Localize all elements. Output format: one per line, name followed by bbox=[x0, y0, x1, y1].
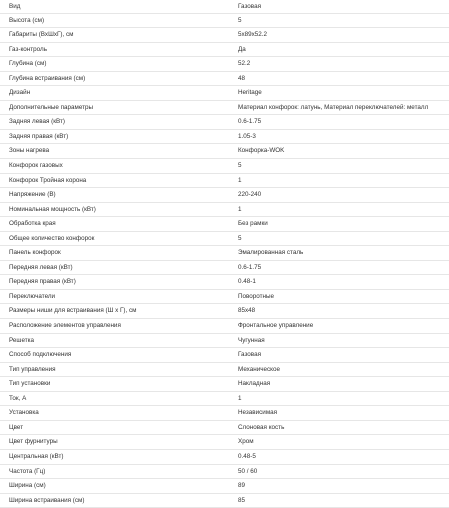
spec-value: 0.48-1 bbox=[238, 278, 256, 286]
spec-row bbox=[0, 72, 449, 87]
spec-value: Чугунная bbox=[238, 336, 265, 344]
spec-label: Номинальная мощность (кВт) bbox=[9, 205, 96, 213]
spec-row bbox=[0, 450, 449, 465]
spec-value: 89 bbox=[238, 482, 246, 490]
spec-label: Задняя левая (кВт) bbox=[9, 118, 65, 126]
spec-row bbox=[0, 203, 449, 218]
spec-row bbox=[0, 101, 449, 116]
spec-label: Цвет bbox=[9, 423, 24, 431]
spec-label: Габариты (ВхШхГ), см bbox=[9, 31, 74, 39]
spec-value: Без рамки bbox=[238, 220, 268, 228]
spec-value: Хром bbox=[238, 438, 254, 446]
spec-label: Размеры ниши для встраивания (Ш х Г), см bbox=[9, 307, 137, 315]
spec-row bbox=[0, 421, 449, 436]
spec-label: Панель конфорок bbox=[9, 249, 61, 257]
spec-row bbox=[0, 217, 449, 232]
spec-row bbox=[0, 57, 449, 72]
spec-label: Установка bbox=[9, 409, 39, 417]
spec-value: 5 bbox=[238, 162, 242, 170]
spec-value: Механическое bbox=[238, 365, 281, 373]
spec-row bbox=[0, 392, 449, 407]
spec-row bbox=[0, 304, 449, 319]
spec-label: Газ-контроль bbox=[9, 45, 47, 53]
spec-value: 1 bbox=[238, 205, 242, 213]
spec-row bbox=[0, 14, 449, 29]
spec-row bbox=[0, 494, 449, 508]
spec-row bbox=[0, 232, 449, 247]
spec-label: Задняя правая (кВт) bbox=[9, 132, 69, 140]
spec-label: Зоны нагрева bbox=[9, 147, 50, 155]
spec-label: Тип установки bbox=[9, 380, 51, 388]
spec-label: Ширина встраивания (см) bbox=[9, 496, 85, 504]
spec-value: 5x89x52.2 bbox=[238, 31, 268, 39]
spec-row bbox=[0, 377, 449, 392]
spec-value: Фронтальное управление bbox=[238, 322, 314, 330]
spec-label: Расположение элементов управления bbox=[9, 322, 121, 330]
spec-value: 5 bbox=[238, 16, 242, 24]
spec-row bbox=[0, 188, 449, 203]
spec-row bbox=[0, 435, 449, 450]
spec-value: Конфорка-WOK bbox=[238, 147, 285, 155]
spec-row bbox=[0, 334, 449, 349]
spec-label: Напряжение (В) bbox=[9, 191, 56, 199]
spec-value: Слоновая кость bbox=[238, 423, 285, 431]
spec-value: 0.48-5 bbox=[238, 452, 256, 460]
spec-label: Решетка bbox=[9, 336, 35, 344]
spec-row bbox=[0, 130, 449, 145]
spec-label: Цвет фурнитуры bbox=[9, 438, 58, 446]
spec-row bbox=[0, 363, 449, 378]
spec-value: Накладная bbox=[238, 380, 271, 388]
spec-label: Ширина (см) bbox=[9, 482, 46, 490]
spec-row bbox=[0, 406, 449, 421]
spec-value: 0.6-1.75 bbox=[238, 263, 262, 271]
spec-value: 1 bbox=[238, 176, 242, 184]
spec-value: 50 / 60 bbox=[238, 467, 258, 475]
spec-value: Газовая bbox=[238, 351, 261, 359]
spec-value: Независимая bbox=[238, 409, 278, 417]
spec-value: 52.2 bbox=[238, 60, 251, 68]
spec-value: Материал конфорок: латунь, Материал переключателей: металл bbox=[238, 103, 429, 111]
spec-label: Способ подключения bbox=[9, 351, 72, 359]
spec-row bbox=[0, 465, 449, 480]
spec-value: 220-240 bbox=[238, 191, 262, 199]
spec-row bbox=[0, 319, 449, 334]
spec-label: Конфорок Тройная корона bbox=[9, 176, 87, 184]
spec-value: 5 bbox=[238, 234, 242, 242]
spec-label: Передняя правая (кВт) bbox=[9, 278, 76, 286]
spec-label: Частота (Гц) bbox=[9, 467, 46, 475]
spec-label: Глубина встраивания (см) bbox=[9, 74, 86, 82]
spec-label: Общее количество конфорок bbox=[9, 234, 95, 242]
spec-value: 85x48 bbox=[238, 307, 256, 315]
spec-value: 48 bbox=[238, 74, 246, 82]
spec-label: Ток, А bbox=[9, 394, 27, 402]
spec-label: Конфорок газовых bbox=[9, 162, 63, 170]
spec-row bbox=[0, 86, 449, 101]
spec-label: Обработка края bbox=[9, 220, 56, 228]
spec-row bbox=[0, 261, 449, 276]
spec-value: 0.6-1.75 bbox=[238, 118, 262, 126]
spec-row bbox=[0, 246, 449, 261]
spec-label: Центральная (кВт) bbox=[9, 452, 64, 460]
spec-row bbox=[0, 0, 449, 14]
spec-value: 85 bbox=[238, 496, 246, 504]
spec-row bbox=[0, 159, 449, 174]
spec-value: 1 bbox=[238, 394, 242, 402]
spec-label: Передняя левая (кВт) bbox=[9, 263, 73, 271]
spec-row bbox=[0, 144, 449, 159]
spec-label: Тип управления bbox=[9, 365, 56, 373]
spec-label: Глубина (см) bbox=[9, 60, 47, 68]
spec-label: Высота (см) bbox=[9, 16, 45, 24]
spec-value: Heritage bbox=[238, 89, 262, 97]
spec-value: 1.05-3 bbox=[238, 132, 256, 140]
spec-label: Дополнительные параметры bbox=[9, 103, 94, 111]
spec-value: Эмалированная сталь bbox=[238, 249, 304, 257]
spec-label: Вид bbox=[9, 3, 21, 10]
spec-row bbox=[0, 275, 449, 290]
spec-label: Дизайн bbox=[9, 89, 31, 97]
spec-row bbox=[0, 174, 449, 189]
spec-label: Переключатели bbox=[9, 292, 56, 300]
spec-row bbox=[0, 115, 449, 130]
spec-value: Да bbox=[238, 45, 246, 53]
spec-row bbox=[0, 348, 449, 363]
spec-value: Газовая bbox=[238, 3, 261, 10]
spec-row bbox=[0, 28, 449, 43]
spec-value: Поворотные bbox=[238, 292, 275, 300]
spec-row bbox=[0, 43, 449, 58]
spec-row bbox=[0, 290, 449, 305]
spec-row bbox=[0, 479, 449, 494]
